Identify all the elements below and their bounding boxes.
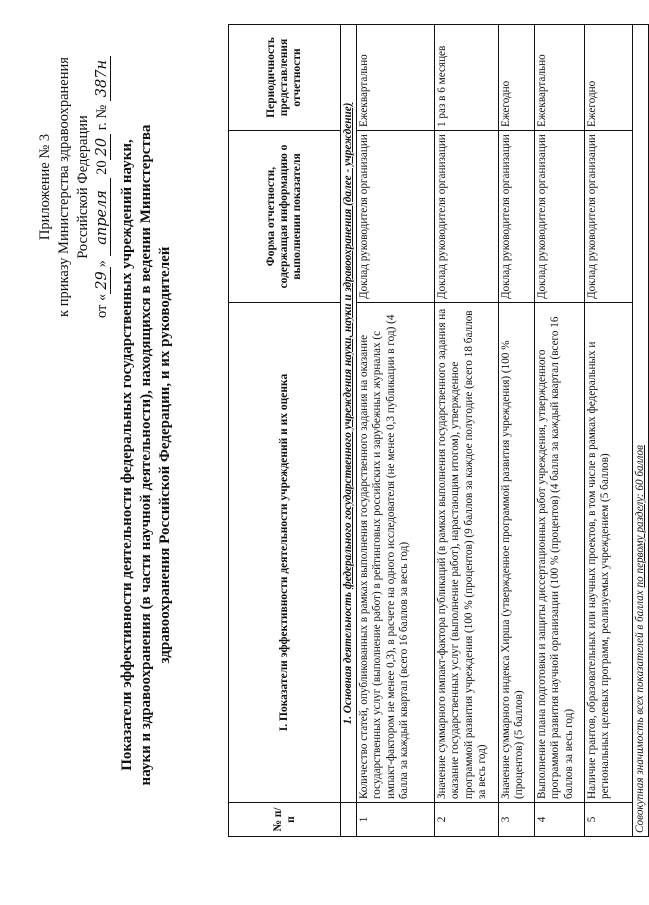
row-form: Доклад руководителя организации — [535, 131, 585, 303]
table-header-row — [229, 25, 341, 837]
table-row — [499, 25, 535, 837]
appendix-header — [36, 32, 112, 342]
row-period: Ежегодно — [585, 25, 633, 131]
year-label: г. № — [94, 104, 110, 131]
summary-cell — [633, 25, 649, 837]
order-date-line — [93, 32, 112, 342]
title-line-2: науки и здравоохранения (в части научной деятельности), находящихся в ведении Министерства — [138, 124, 154, 786]
row-num: 5 — [585, 803, 633, 837]
row-period: 1 раз в 6 месяцев — [435, 25, 499, 131]
document-title — [118, 75, 175, 835]
summary-underlined: по первому разделу: 60 баллов — [634, 445, 647, 588]
row-period: Ежеквартально — [357, 25, 435, 131]
header-form: Форма отчетности, содержащая информацию о выполнении показателя — [229, 131, 341, 303]
row-period: Ежегодно — [499, 25, 535, 131]
indicators-table — [228, 24, 649, 837]
year-prefix: 20 — [94, 160, 110, 175]
row-num: 3 — [499, 803, 535, 837]
row-num: 2 — [435, 803, 499, 837]
row-num: 1 — [357, 803, 435, 837]
summary-prefix: Совокупная значимость всех показателей в баллах — [634, 587, 647, 833]
section-row — [341, 25, 357, 837]
title-line-1: Показатели эффективности деятельности федеральных государственных учреждений науки, — [119, 139, 135, 771]
date-close: » — [94, 260, 110, 268]
row-period: Ежеквартально — [535, 25, 585, 131]
appendix-line-2: к приказу Министерства здравоохранения — [56, 57, 72, 317]
row-form: Доклад руководителя организации — [357, 131, 435, 303]
row-indicator: Выполнение плана подготовки и защиты диссертационных работ учреждения, утвержденного программой развития научной организации (100 % (процентов) (4 балла за каждый квартал (всего 16 баллов за весь год) — [535, 303, 585, 803]
row-form: Доклад руководителя организации — [499, 131, 535, 303]
header-period: Периодичность представления отчетности — [229, 25, 341, 131]
header-indicator: I. Показатели эффективности деятельности учреждений и их оценка — [229, 303, 341, 803]
title-line-3: здравоохранения Российской Федерации, и их руководителей — [157, 246, 173, 664]
row-form: Доклад руководителя организации — [585, 131, 633, 303]
handwritten-day: 29 — [94, 267, 111, 293]
row-indicator: Количество статей, опубликованных в рамках выполнения государственного задания на оказание государственных услуг (выполнение работ) в рейтинговых российских и зарубежных журналах (с импакт-фактором не менее 0,3), в расчете на одного исследователя (не менее 0,3 публикации в год) (4 балла за каждый квартал (всего 16 баллов за весь год) — [357, 303, 435, 803]
row-num: 4 — [535, 803, 585, 837]
row-indicator: Наличие грантов, образовательных или научных проектов, в том числе в рамках федеральных и региональных целевых программ, реализуемых учреждением (5 баллов) — [585, 303, 633, 803]
table-row — [357, 25, 435, 837]
handwritten-month: апреля — [94, 178, 111, 256]
section-underlined: федерального государственного учреждения науки, науки и здравоохранения (далее - учреждение) — [342, 102, 354, 590]
appendix-line-3: Российской Федерации — [75, 115, 91, 259]
handwritten-order-number: 387н — [94, 56, 111, 101]
table-row — [535, 25, 585, 837]
handwritten-year: 20 — [94, 134, 111, 160]
table-row — [585, 25, 633, 837]
date-prefix: от « — [94, 293, 110, 319]
row-form: Доклад руководителя организации — [435, 131, 499, 303]
table-row — [435, 25, 499, 837]
section-prefix: 1. Основная деятельность — [342, 589, 354, 725]
summary-row — [633, 25, 649, 837]
section-heading — [341, 25, 357, 803]
section-num-cell — [341, 803, 357, 837]
header-num: № п/п — [229, 803, 341, 837]
row-indicator: Значение суммарного импакт-фактора публикаций (в рамках выполнения государственного задания на оказание государственных услуг (выполнение работ), нарастающим итогом), утвержденное программой развития учреждения (100 % (процентов) (9 баллов за каждое полугодие (всего 18 баллов за весь год) — [435, 303, 499, 803]
appendix-line-1: Приложение № 3 — [37, 133, 53, 241]
row-indicator: Значение суммарного индекса Хирша (утвержденное программой развития учреждения) (100 % (процентов) (5 баллов) — [499, 303, 535, 803]
